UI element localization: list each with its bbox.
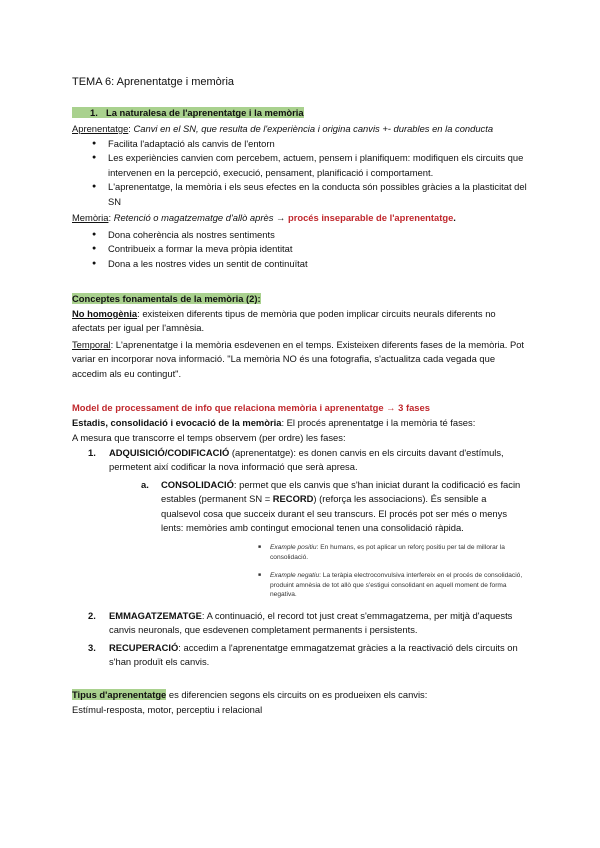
estadis-rest: : El procés aprenentatge i la memòria té fases: [281,417,476,428]
example-positiu: ■ Example positiu: En humans, es pot aplicar un reforç positiu per tal de millorar la consolidació. [84,543,534,562]
list-item: ● Dona a les nostres vides un sentit de continuïtat [88,257,528,271]
tipus-list: Estímul-resposta, motor, perceptiu i relacional [72,704,263,715]
phase-text: : accedim a l'aprenentatge emmagatzemat gràcies a la reactivació dels circuits on s'han produït els canvis. [109,642,518,668]
record-term: RECORD [272,493,314,505]
model-heading: Model de processament de info que relaciona memòria i aprenentatge → 3 fases [72,402,430,413]
phase-adquisicio [72,446,527,475]
memoria-bullets [88,228,528,271]
phase-number: 1. [88,447,96,458]
list-item: ● Dona coherència als nostres sentiments [88,228,528,242]
aprenentatge-term: Aprenentatge [72,123,129,134]
memoria-definition-text: Retenció o magatzematge d'allò après → [113,212,286,223]
phase-number: 3. [88,642,96,653]
temporal-text: : L'aprenentatge i la memòria esdevenen en el temps. Existeixen diferents fases de la memòria. Pot variar en incorporar nova informació. "La memòria NO és una fotografia, s'actualitza cada vegada que accedim als eu contingut". [72,339,525,379]
aprenentatge-definition: Aprenentatge: Canvi en el SN, que resulta de l'experiència i origina canvis +- durables en la conducta [72,123,494,134]
phase-text: (aprenentatge): es donen canvis en els circuits davant d'estímuls, permetent així codificar la nova informació que serà apresa. [109,447,504,473]
example-negatiu: ■ Example negatiu: La teràpia electroconvulsiva interfereix en el procés de consolidació, produint amnèsia de tot allò que s'estigui consolidant en aquell moment de forma negativa. [84,571,534,600]
tipus-rest: es diferencien segons els circuits on es produeixen els canvis: [166,689,428,700]
memoria-definition: Memòria: Retenció o magatzematge d'allò après → procés inseparable de l'aprenentatge. [72,212,456,223]
temporal-paragraph [72,338,528,381]
section-1-number: 1. [90,107,98,118]
subphase-name: CONSOLIDACIÓ [161,479,234,490]
memoria-emphasis: procés inseparable de l'aprenentatge [287,212,454,223]
phase-number: 2. [88,610,96,621]
temporal-term: Temporal [72,339,111,350]
no-homogenia-term: No homogènia [72,308,138,319]
no-homogenia-paragraph [72,307,524,336]
subphase-label: a. [141,479,149,490]
phase-emmagatzematge [72,609,527,638]
aprenentatge-definition-text: Canvi en el SN, que resulta de l'experiència i origina canvis +- durables en la conducta [133,123,494,134]
tipus-line [72,688,542,702]
list-item: ● Les experiències canvien com percebem, actuem, pensem i planifiquem: modifiquen els circuits que intervenen en la percepció, execució, pensament, planificació i comportament. [88,151,528,180]
list-item: ● Contribueix a formar la meva pròpia identitat [88,242,528,256]
phase-name: EMMAGATZEMATGE [109,610,202,621]
memoria-term: Memòria [72,212,109,223]
section-1-heading [72,106,542,120]
phase-name: RECUPERACIÓ [109,642,179,653]
no-homogenia-text: : existeixen diferents tipus de memòria que poden implicar circuits neurals diferents no afectats per igual per l'amnèsia. [72,308,496,334]
section-1-title: La naturalesa de l'aprenentatge i la memòria [106,107,304,118]
page-title: TEMA 6: Aprenentatge i memòria [72,76,235,88]
estadis-bold: Estadis, consolidació i evocació de la memòria [72,417,282,428]
tipus-heading: Tipus d'aprenentatge [72,689,167,700]
aprenentatge-bullets [88,137,528,209]
conceptes-heading: Conceptes fonamentals de la memòria (2): [72,293,261,304]
list-item: ● Facilita l'adaptació als canvis de l'entorn [88,137,528,151]
phase-text: : A continuació, el record tot just creat s'emmagatzema, per mitjà d'aquests canvis neuronals, que esdevenen completament permanents i persistents. [109,610,513,636]
list-item: ● L'aprenentatge, la memòria i els seus efectes en la conducta són possibles gràcies a la plasticitat del SN [88,180,528,209]
phase-recuperacio [72,641,527,670]
fases-intro: A mesura que transcorre el temps observem (per ordre) les fases: [72,432,346,443]
subphase-consolidacio: a. CONSOLIDACIÓ: permet que els canvis que s'han iniciat durant la codificació es facin estables (permanent SN = RECORD) (reforça les associacions). És sensible a qualsevol cosa que succeix durant el seu transcurs. El procés pot ser més o menys lents: memòries amb contingut emocional tenen una consolidació ràpida. [141,479,521,534]
phase-name: ADQUISICIÓ/CODIFICACIÓ [109,447,230,458]
estadis-line [72,416,542,430]
